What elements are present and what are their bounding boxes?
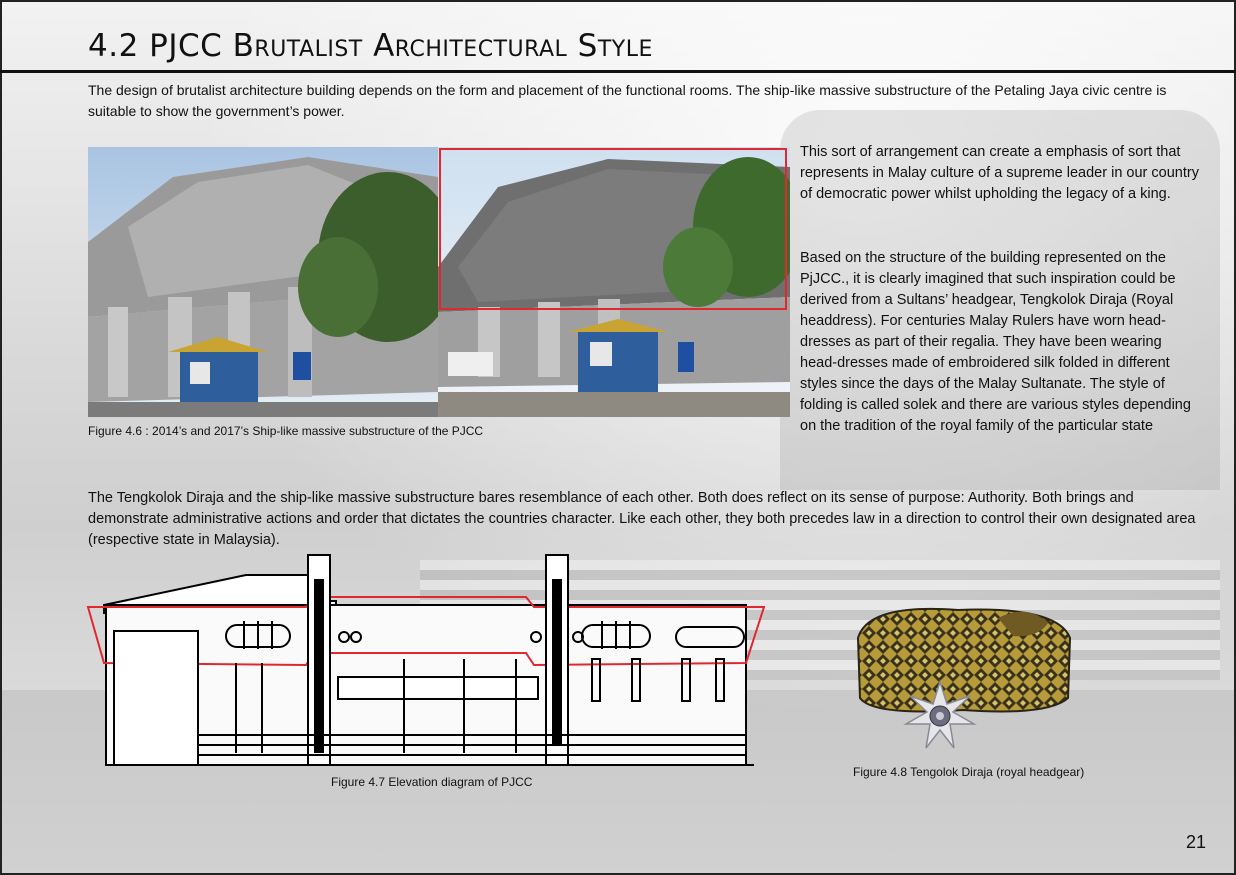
page-frame-left [0, 0, 2, 875]
pjcc-photo-2017 [438, 147, 790, 417]
intro-paragraph: The design of brutalist architecture building depends on the form and placement of the functional rooms. The ship-like massive substructure of the Petaling Jaya civic centre is suitable to show the government’s power. [88, 82, 1167, 119]
figure-4-8-caption: Figure 4.8 Tengolok Diraja (royal headgear) [853, 765, 1085, 779]
highlight-box [439, 148, 787, 310]
elevation-diagram [86, 553, 766, 769]
title-rule [0, 70, 1236, 73]
page-title: 4.2 PJCC Brutalist Architectural Style [88, 28, 653, 64]
tengkolok-diraja-photo [848, 598, 1078, 758]
figure-4-7-caption: Figure 4.7 Elevation diagram of PJCC [331, 775, 533, 789]
side-paragraph-2: Based on the structure of the building represented on the PjJCC., it is clearly imagined that such inspiration could be derived from a Sultans’ headgear, Tengkolok Diraja (Royal headdress). For centuries Malay Rulers have worn head-dresses as part of their regalia. They have been wearing head-dresses made of embroidered silk folded in different styles since the days of the Malay Sultanate. The style of folding is called solek and there are various styles depending on the tradition of the royal family of the particular state [800, 250, 1191, 434]
side-paragraph-1: This sort of arrangement can create a emphasis of sort that represents in Malay culture of a supreme leader in our country of democratic power whilst upholding the legacy of a king. [800, 144, 1199, 202]
page-number: 21 [1186, 832, 1207, 852]
lower-paragraph: The Tengkolok Diraja and the ship-like massive substructure bares resemblance of each other. Both does reflect on its sense of purpose: Authority. Both brings and demonstrate administrative actions and order that dictates the countries character. Like each other, they both precedes law in a direction to control their own designated area (respective state in Malaysia). [88, 490, 1196, 548]
figure-4-6-caption: Figure 4.6 : 2014’s and 2017’s Ship-like massive substructure of the PJCC [88, 424, 484, 438]
page-frame-top [0, 0, 1236, 2]
pjcc-photo-2014 [88, 147, 438, 417]
